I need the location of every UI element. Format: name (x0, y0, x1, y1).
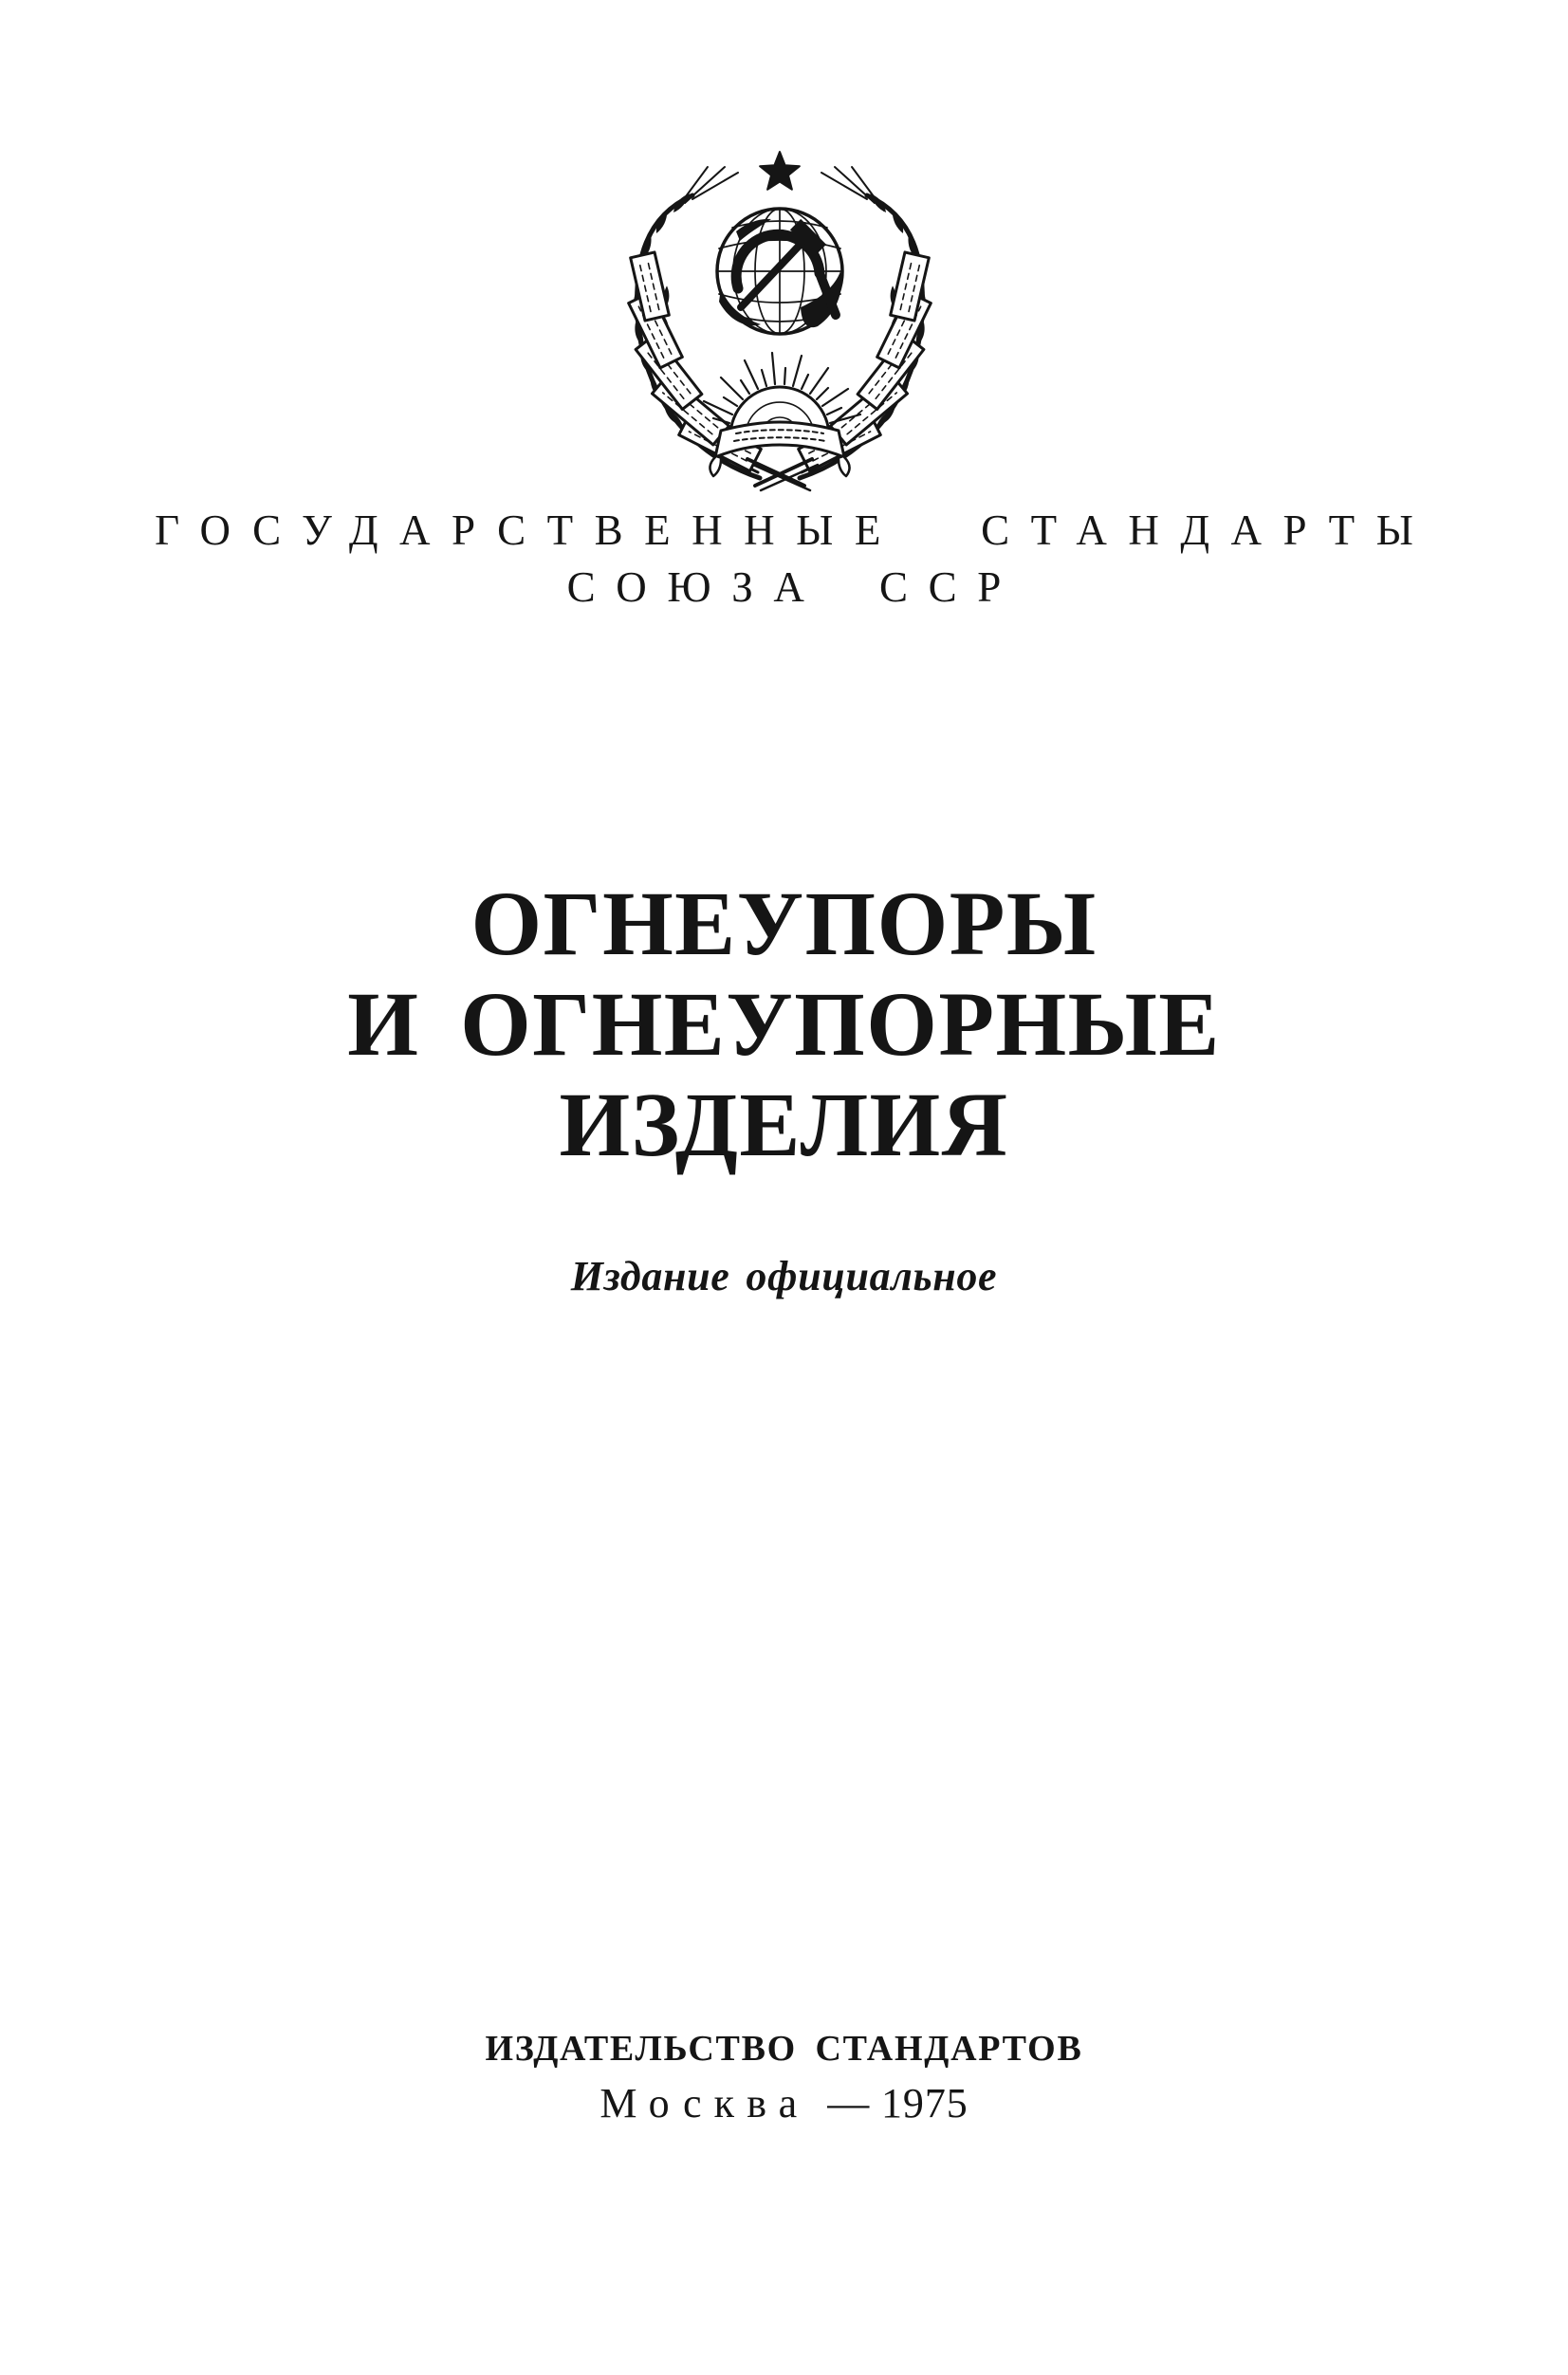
star-icon (760, 152, 800, 190)
dash-year: — 1975 (827, 2080, 968, 2126)
book-title-line3: ИЗДЕЛИЯ (559, 1074, 1009, 1175)
book-title-line1: ОГНЕУПОРЫ (470, 873, 1098, 974)
series-header (0, 506, 1568, 611)
ussr-coat-of-arms (617, 144, 949, 493)
book-title (0, 874, 1568, 1175)
edition-note: Издание официальное (570, 1253, 998, 1299)
city: Москва (600, 2080, 810, 2126)
publisher-name: ИЗДАТЕЛЬСТВО СТАНДАРТОВ (485, 2029, 1083, 2069)
series-title-line1: ГОСУДАРСТВЕННЫЕ СТАНДАРТЫ (155, 506, 1435, 554)
city-year-line (0, 2080, 1568, 2126)
series-title-line2: СОЮЗА ССР (566, 563, 1022, 611)
book-title-line2: И ОГНЕУПОРНЫЕ (347, 973, 1221, 1075)
